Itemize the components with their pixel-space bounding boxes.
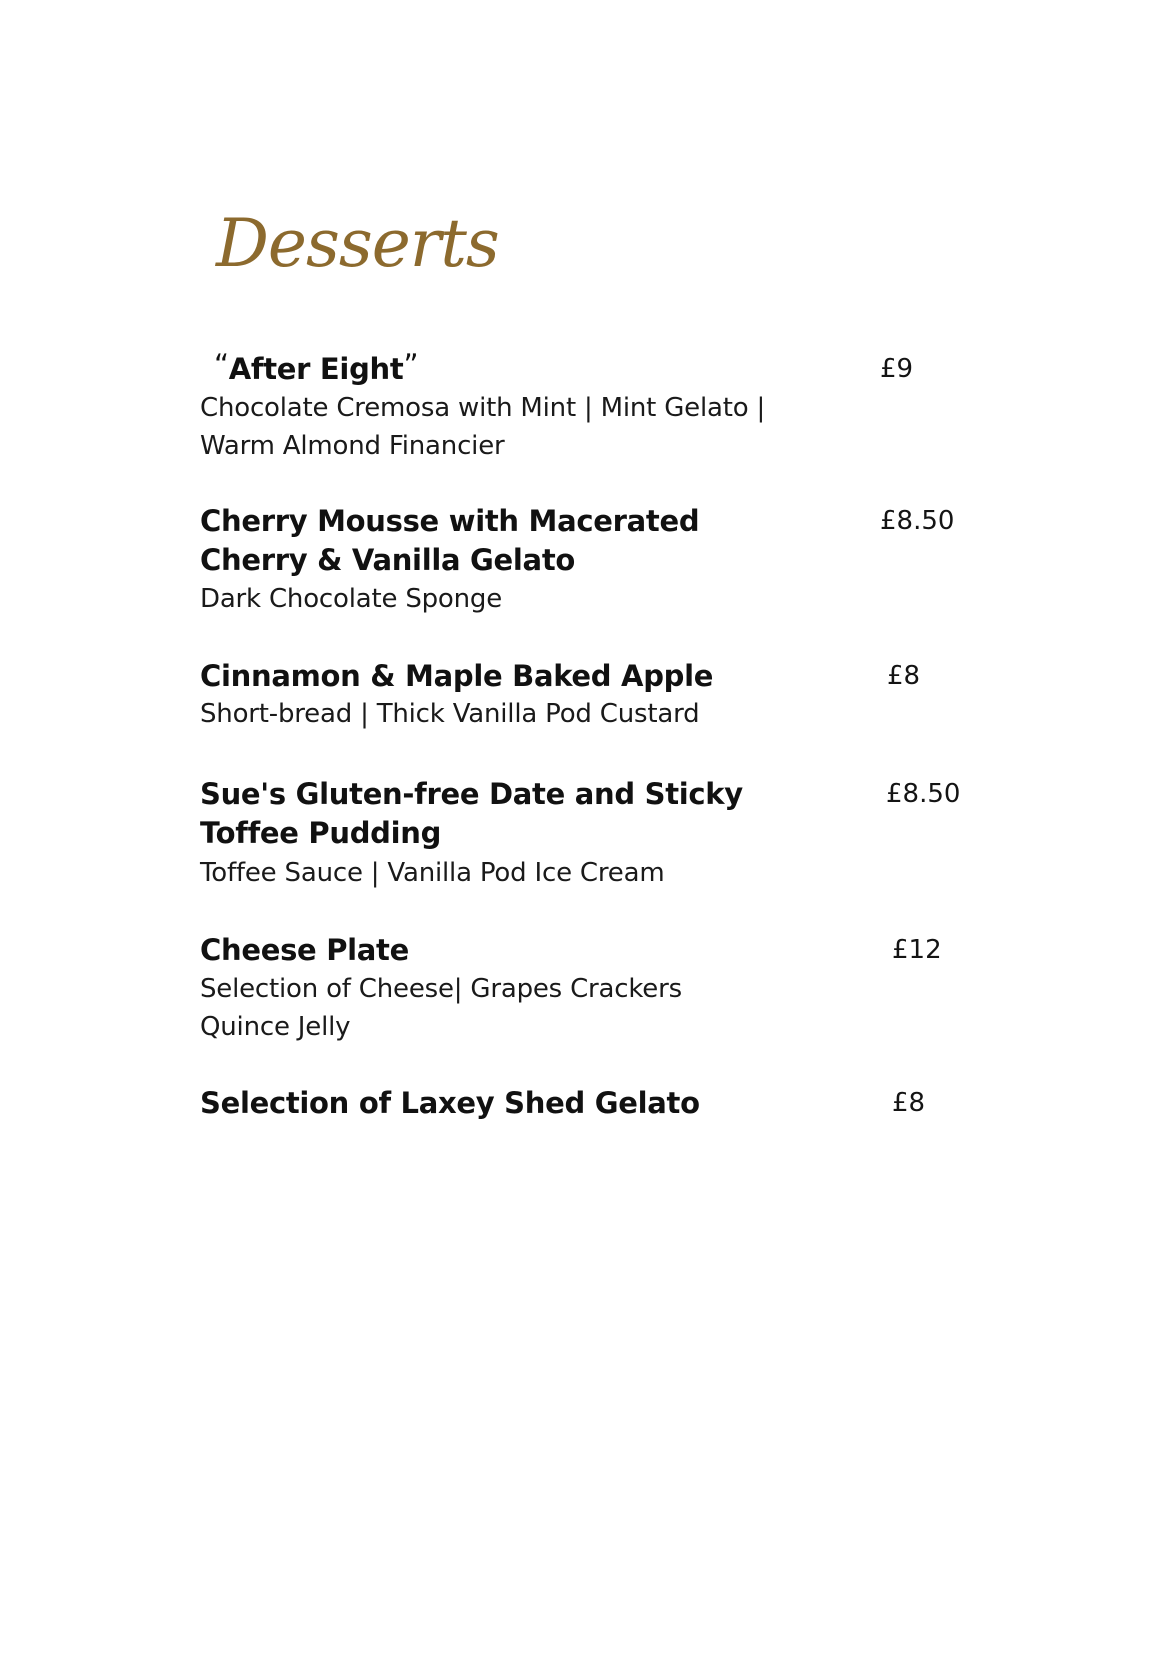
item-description: Selection of Cheese| Grapes Crackers Quince Jelly [200,974,682,1042]
item-price: £8.50 [880,506,955,536]
item-description: Dark Chocolate Sponge [200,584,503,614]
menu-item-sticky-toffee-pudding [200,775,1000,895]
item-description: Short-bread | Thick Vanilla Pod Custard [200,699,700,729]
item-name: Cherry Mousse with Macerated Cherry & Vanilla Gelato [200,504,700,577]
item-name-text: After Eight [228,352,404,386]
item-name: Sue's Gluten-free Date and Sticky Toffee Pudding [200,777,743,850]
item-price: £8 [887,661,921,691]
item-name [200,350,814,389]
menu-item-baked-apple [200,657,1000,777]
item-price: £8.50 [886,779,961,809]
close-quote: ” [403,348,419,382]
item-name: Cheese Plate [200,933,409,967]
item-price: £8 [892,1088,926,1118]
menu-item-cheese-plate [200,931,1000,1051]
item-description: Chocolate Cremosa with Mint | Mint Gelato | Warm Almond Financier [200,393,766,461]
open-quote: “ [214,348,229,382]
item-description: Toffee Sauce | Vanilla Pod Ice Cream [200,858,665,888]
item-price: £12 [892,935,942,965]
item-name: Selection of Laxey Shed Gelato [200,1086,700,1120]
menu-item-cherry-mousse [200,502,1000,622]
item-price: £9 [880,354,914,384]
menu-item-after-eight [200,350,1000,470]
menu-title: Desserts [216,205,499,282]
item-name: Cinnamon & Maple Baked Apple [200,659,714,693]
menu-item-gelato [200,1084,1000,1204]
